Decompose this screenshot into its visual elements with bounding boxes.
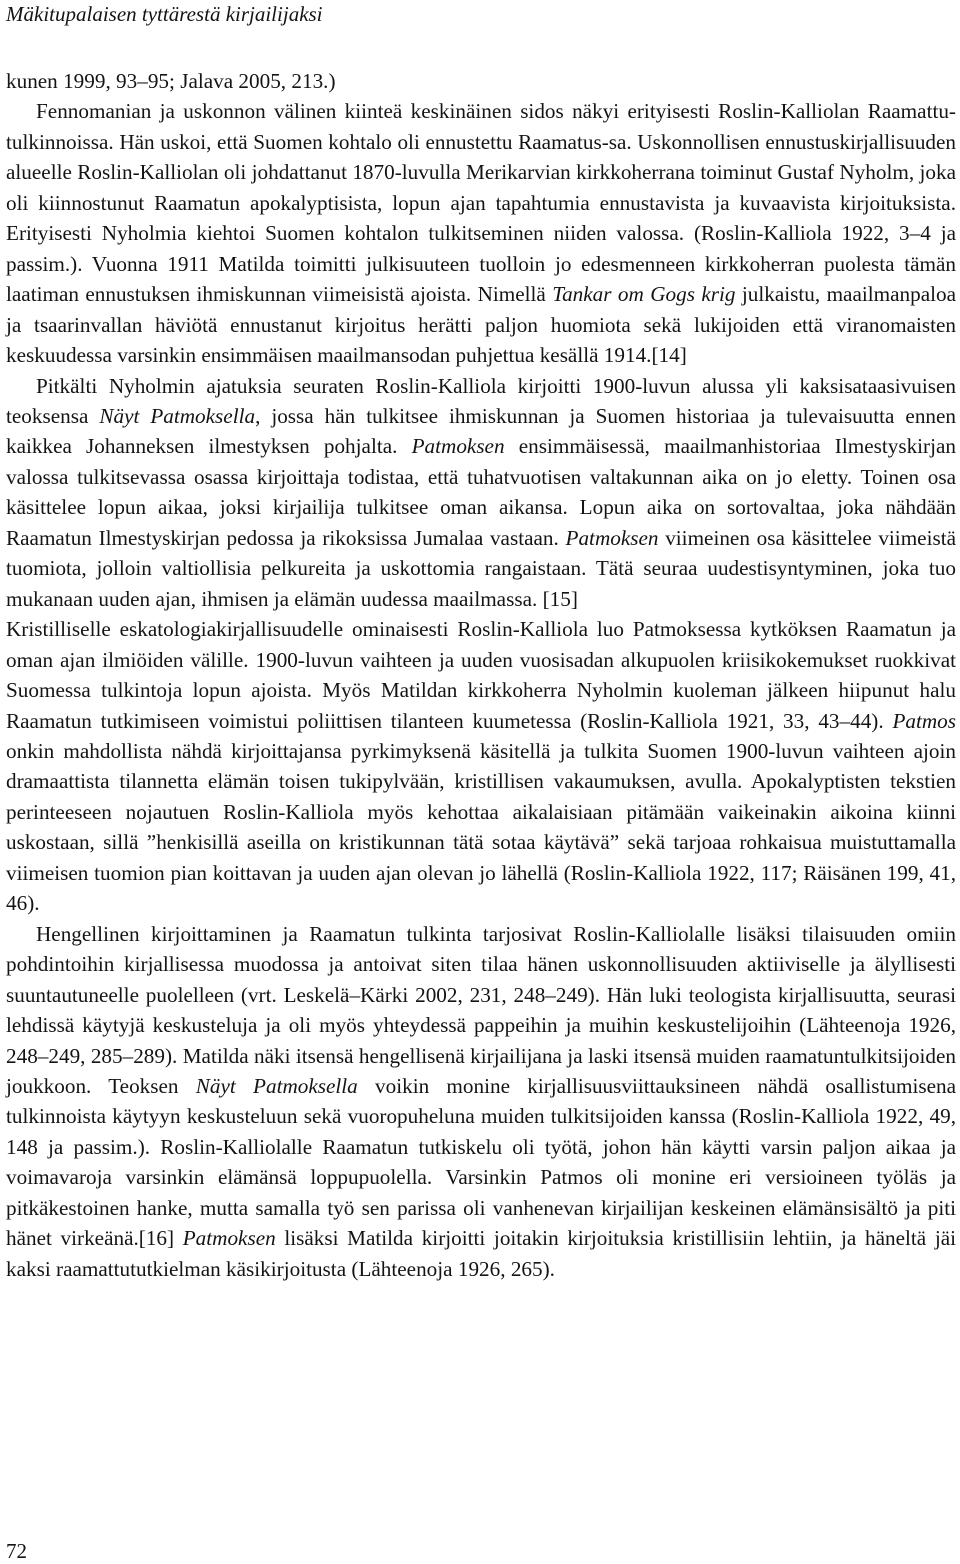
running-header: Mäkitupalaisen tyttärestä kirjailijaksi — [6, 2, 323, 26]
italic-title: Tankar om Gogs krig — [552, 282, 736, 307]
paragraph — [6, 614, 956, 919]
paragraph — [6, 919, 956, 1284]
paragraph — [6, 371, 956, 615]
italic-title: Patmoksen — [565, 525, 659, 550]
body-text — [6, 66, 956, 1284]
text-run: Kristilliselle eskatologiakirjallisuudelle ominaisesti Roslin-Kalliola luo Patmoksessa kytköksen Raamatun ja oman ajan ilmiöiden välille. 1900-luvun vaihteen ja uuden vuosisadan alkupuolen kriisikokemukset ruokkivat Suomessa tulkintoja lopun ajoista. Myös Matildan kirkkoherra Nyholmin kuoleman jälkeen hiipunut halu Raamatun tutkimiseen voimistui poliittisen tilanteen kuumetessa (Roslin-Kalliola 1921, 33, 43–44). — [6, 617, 956, 733]
italic-title: Patmoksen — [182, 1226, 276, 1251]
italic-title: Näyt Patmoksella — [99, 403, 256, 428]
italic-title: Patmos — [892, 708, 956, 733]
text-run: voikin monine kirjallisuusviittauksineen nähdä osallistumisena tulkinnoista käytyyn keskusteluun sekä vuoropuheluna muiden tulkitsijoiden kanssa (Roslin-Kalliola 1922, 49, 148 ja passim.). Roslin-Kalliolalle Raamatun tutkiskelu oli työtä, johon hän käytti varsin paljon aikaa ja voimavaroja varsinkin elämänsä loppupuolella. Varsinkin Patmos oli monine eri versioineen työläs ja pitkäkestoinen hanke, mutta samalla työ sen parissa oli vanhenevan kirjailijan keskeinen elämänsisältö ja piti hänet virkeänä.[16] — [6, 1073, 956, 1251]
paragraph — [6, 96, 956, 370]
text-run: ensimmäisessä, maailmanhistoriaa Ilmestyskirjan valossa tulkitsevassa osassa kirjoittaja todistaa, että tuhatvuotisen valtakunnan aika on jo eletty. Toinen osa käsittelee lopun aikaa, joksi kirjailija tulkitsee oman aikansa. Lopun aika on sortovaltaa, joka nähdään Raamatun Ilmestyskirjan pedossa ja rikoksissa Jumalaa vastaan. — [6, 434, 957, 550]
text-run: Pitkälti Nyholmin ajatuksia seuraten Roslin-Kalliola kirjoitti 1900-luvun alussa yli kaksisataasivuisen teoksensa — [6, 373, 956, 428]
text-run: Fennomanian ja uskonnon välinen kiinteä keskinäinen sidos näkyi erityisesti Roslin-Kalliolan Raamattu-tulkinnoissa. Hän uskoi, että Suomen kohtalo oli ennustettu Raamatus-sa. Uskonnollisen ennustuskirjallisuuden alueelle Roslin-Kalliolan oli johdattanut 1870-luvulla Merikarvian kirkkoherrana toiminut Gustaf Nyholm, joka oli kiinnostunut Raamatun apokalyptisista, lopun ajan tapahtumia ennustavista ja kuvaavista kirjoituksista. Erityisesti Nyholmia kiehtoi Suomen kohtalon tulkitseminen niiden valossa. (Roslin-Kalliola 1922, 3–4 ja passim.). Vuonna 1911 Matilda toimitti julkisuuteen tuolloin jo edesmenneen kirkkoherran puolesta tämän laatiman ennustuksen ihmiskunnan viimeisistä ajoista. Nimellä — [6, 99, 956, 307]
page-number: 72 — [6, 1539, 27, 1563]
italic-title: Näyt Patmoksella — [195, 1073, 358, 1098]
paragraph — [6, 66, 956, 96]
text-run: lisäksi Matilda kirjoitti joitakin kirjoituksia kristillisiin lehtiin, ja häneltä jäi kaksi raamattututkielman käsikirjoitusta (Lähteenoja 1926, 265). — [6, 1226, 956, 1281]
text-run: viimeinen osa käsittelee viimeistä tuomiota, jolloin valtiollisia pelkureita ja uskottomia rangaistaan. Tätä seuraa uudestisyntyminen, joka tuo mukanaan uuden ajan, ihmisen ja elämän uudessa maailmassa. [15] — [6, 525, 957, 611]
italic-title: Patmoksen — [411, 434, 505, 459]
text-run: onkin mahdollista nähdä kirjoittajansa pyrkimyksenä käsitellä ja tulkita Suomen 1900-luvun vaihteen ajoin dramaattista tilannetta elämän toisen tukipylvään, kristillisen vakaumuksen, avulla. Apokalyptisten tekstien perinteeseen nojautuen Roslin-Kalliola myös kehottaa aikalaisiaan pitämään vaikeinakin aikoina kiinni uskostaan, sillä ”henkisillä aseilla on kristikunnan tätä sotaa käytävä” sekä tarjoaa rohkaisua muistuttamalla viimeisen tuomion pian koittavan ja uuden ajan olevan jo lähellä (Roslin-Kalliola 1922, 117; Räisänen 199, 41, 46). — [6, 738, 956, 916]
text-run: , jossa hän tulkitsee ihmiskunnan ja Suomen historiaa ja tulevaisuutta ennen kaikkea Johanneksen ilmestyksen pohjalta. — [6, 403, 957, 459]
text-run: julkaistu, maailmanpaloa ja tsaarinvallan häviötä ennustanut kirjoitus herätti paljon huomiota sekä lukijoiden että viranomaisten keskuudessa varsinkin ensimmäisen maailmansodan puhjettua kesällä 1914.[14] — [6, 282, 957, 368]
text-run: kunen 1999, 93–95; Jalava 2005, 213.) — [6, 69, 336, 93]
text-run: Hengellinen kirjoittaminen ja Raamatun tulkinta tarjosivat Roslin-Kalliolalle lisäksi tilaisuuden omiin pohdintoihin kirjallisessa muodossa ja antoivat siten tilaa hänen uskonnollisuuden aktiiviselle ja älyllisesti suuntautuneelle puolelleen (vrt. Leskelä–Kärki 2002, 231, 248–249). Hän luki teologista kirjallisuutta, seurasi lehdissä käytyjä keskusteluja ja oli myös yhteydessä pappeihin ja muihin keskustelijoihin (Lähteenoja 1926, 248–249, 285–289). Matilda näki itsensä hengellisenä kirjailijana ja laski itsensä muiden raamatuntulkitsijoiden joukkoon. Teoksen — [6, 921, 956, 1098]
